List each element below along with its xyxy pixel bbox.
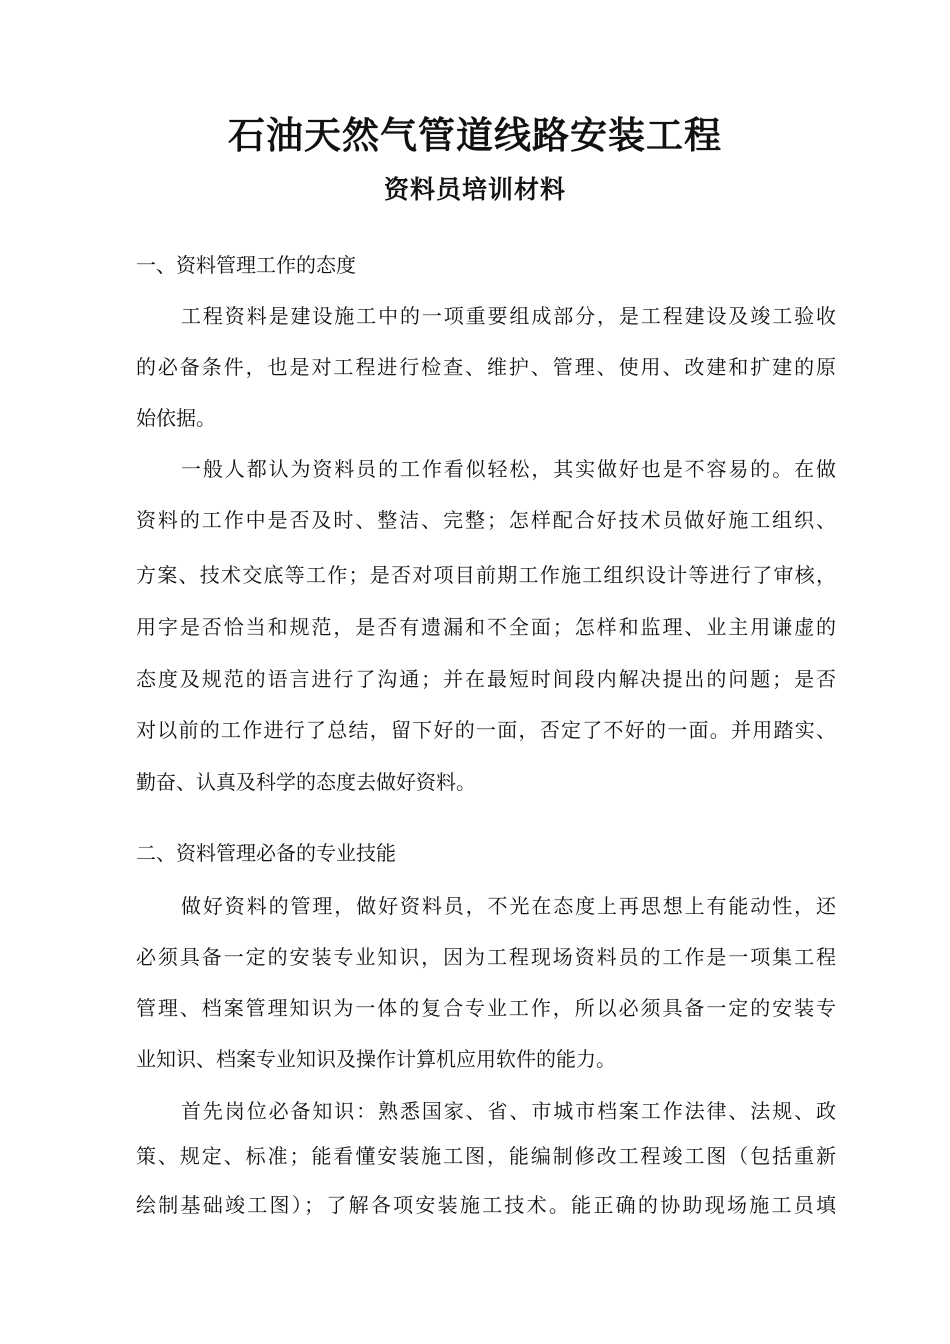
paragraph-line: 业知识、档案专业知识及操作计算机应用软件的能力。 bbox=[136, 1047, 616, 1071]
section-heading: 一、资料管理工作的态度 bbox=[136, 253, 356, 277]
paragraph-line: 做好资料的管理，做好资料员，不光在态度上再思想上有能动性，还 bbox=[181, 894, 836, 918]
document-title: 石油天然气管道线路安装工程 bbox=[228, 114, 722, 157]
paragraph-line: 绘制基础竣工图）；了解各项安装施工技术。能正确的协助现场施工员填 bbox=[136, 1193, 836, 1217]
paragraph-line: 态度及规范的语言进行了沟通；并在最短时间段内解决提出的问题；是否 bbox=[136, 667, 836, 691]
paragraph-line: 管理、档案管理知识为一体的复合专业工作，所以必须具备一定的安装专 bbox=[136, 996, 836, 1020]
paragraph-line: 勤奋、认真及科学的态度去做好资料。 bbox=[136, 770, 476, 794]
paragraph-line: 工程资料是建设施工中的一项重要组成部分，是工程建设及竣工验收 bbox=[181, 304, 836, 328]
paragraph-line: 策、规定、标准；能看懂安装施工图，能编制修改工程竣工图（包括重新 bbox=[136, 1144, 836, 1168]
paragraph-line: 方案、技术交底等工作；是否对项目前期工作施工组织设计等进行了审核， bbox=[136, 563, 836, 587]
paragraph-line: 始依据。 bbox=[136, 406, 216, 430]
paragraph-line: 资料的工作中是否及时、整洁、完整；怎样配合好技术员做好施工组织、 bbox=[136, 508, 836, 532]
paragraph-line: 对以前的工作进行了总结，留下好的一面，否定了不好的一面。并用踏实、 bbox=[136, 718, 836, 742]
paragraph-line: 必须具备一定的安装专业知识，因为工程现场资料员的工作是一项集工程 bbox=[136, 945, 836, 969]
section-heading: 二、资料管理必备的专业技能 bbox=[136, 841, 396, 865]
paragraph-line: 的必备条件，也是对工程进行检查、维护、管理、使用、改建和扩建的原 bbox=[136, 355, 836, 379]
paragraph-line: 首先岗位必备知识：熟悉国家、省、市城市档案工作法律、法规、政 bbox=[181, 1099, 836, 1123]
document-subtitle: 资料员培训材料 bbox=[383, 175, 566, 204]
paragraph-line: 一般人都认为资料员的工作看似轻松，其实做好也是不容易的。在做 bbox=[181, 457, 836, 481]
paragraph-line: 用字是否恰当和规范，是否有遗漏和不全面；怎样和监理、业主用谦虚的 bbox=[136, 615, 836, 639]
